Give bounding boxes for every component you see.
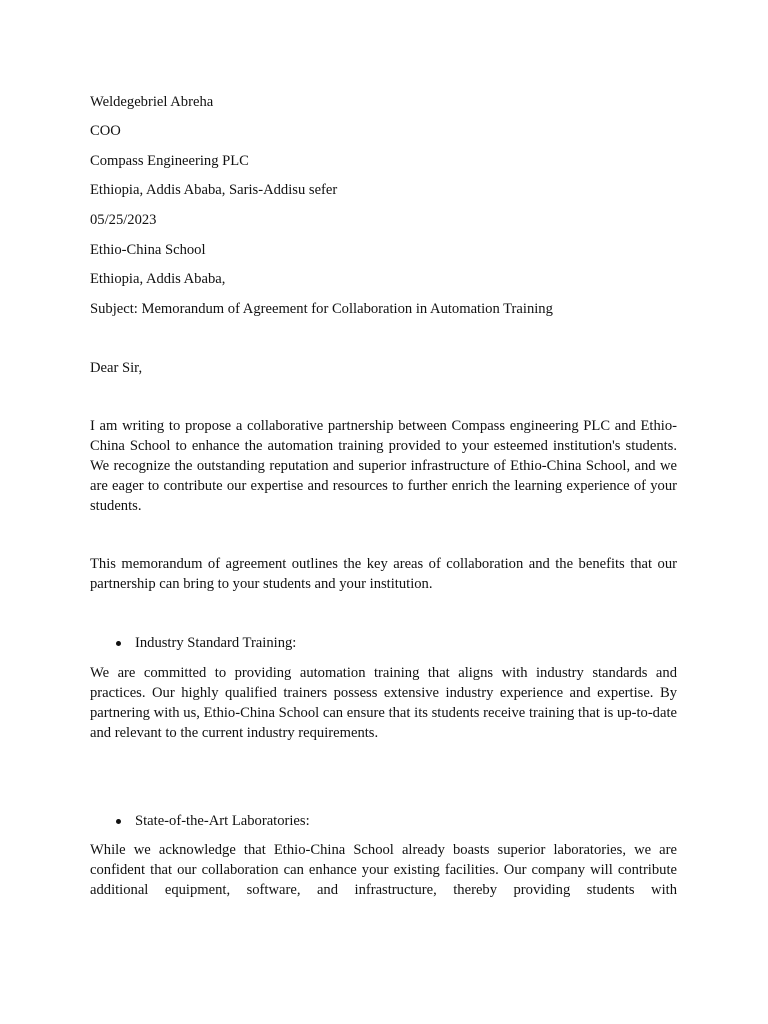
- industry-training-paragraph: We are committed to providing automation training that aligns with industry standards and practices. Our highly qualified trainers possess extensive industry experience and expertise. By partnering with us, Ethio-China School can ensure that its students receive training that is up-to-date and relevant to the current industry requirements.: [90, 665, 677, 741]
- recipient-name: Ethio-China School: [90, 242, 206, 258]
- recipient-address: Ethiopia, Addis Ababa,: [90, 271, 226, 287]
- sender-company: Compass Engineering PLC: [90, 153, 249, 169]
- outline-paragraph: This memorandum of agreement outlines the key areas of collaboration and the benefits that our partnership can bring to your students and your institution.: [90, 556, 677, 592]
- salutation: Dear Sir,: [90, 360, 143, 376]
- sender-name: Weldegebriel Abreha: [90, 94, 214, 110]
- letter-date: 05/25/2023: [90, 212, 157, 228]
- sender-address: Ethiopia, Addis Ababa, Saris-Addisu sefer: [90, 182, 338, 198]
- section-heading-text: State-of-the-Art Laboratories:: [135, 813, 310, 829]
- section-heading-text: Industry Standard Training:: [135, 635, 297, 651]
- laboratories-paragraph: While we acknowledge that Ethio-China School already boasts superior laboratories, we are confident that our collaboration can enhance your existing facilities. Our company will contribute additional equipment, software, and infrastructure, thereby providing students with: [90, 842, 677, 898]
- sender-title: COO: [90, 123, 121, 139]
- subject-line: Subject: Memorandum of Agreement for Collaboration in Automation Training: [90, 301, 553, 317]
- intro-paragraph: I am writing to propose a collaborative partnership between Compass engineering PLC and Ethio-China School to enhance the automation training provided to your esteemed institution's students. We recognize the outstanding reputation and superior infrastructure of Ethio-China School, and we are eager to contribute our expertise and resources to further enrich the learning experience of your students.: [90, 418, 677, 514]
